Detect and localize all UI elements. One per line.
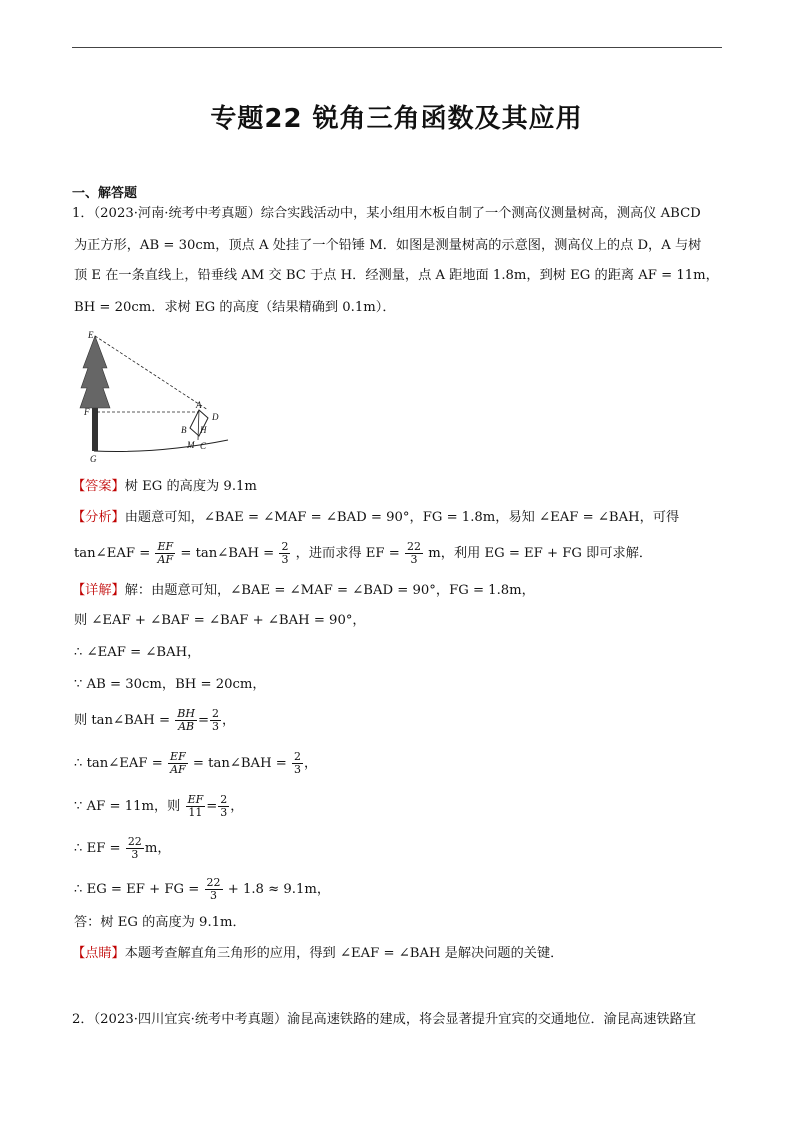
answer-line [72, 477, 257, 497]
detail-line-2: 则 ∠EAF + ∠BAF = ∠BAF + ∠BAH = 90°， [74, 613, 366, 628]
comment-tag: 【点睛】 [72, 946, 125, 961]
q1-line-4: BH = 20cm．求树 EG 的高度（结果精确到 0.1m）． [74, 300, 396, 315]
detail-line-1 [72, 581, 535, 601]
comment-line [72, 944, 563, 964]
fraction-ef-af: $\frac{EF}{AF}$ [170, 750, 186, 776]
analysis-text-1: 由题意可知，∠BAE = ∠MAF = ∠BAD = 90°，FG = 1.8m，易知 ∠EAF = ∠BAH，可得 [124, 510, 680, 525]
label-d: D [212, 412, 219, 422]
answer-text: 树 EG 的高度为 9.1m [124, 479, 257, 494]
analysis-eg-text: m，利用 EG = EF + FG 即可求解． [428, 546, 653, 561]
section-heading: 一、解答题 [72, 186, 138, 201]
fraction-22-thirds: $\frac{22}{3}$ [127, 835, 142, 861]
sight-line [95, 336, 208, 410]
fraction-22-thirds: $\frac{22}{3}$ [407, 540, 421, 566]
fraction-bh-ab: $\frac{BH}{AB}$ [177, 707, 195, 733]
label-a: A [196, 400, 202, 410]
detail-line-6: ∴ tan∠EAF = $\frac{EF}{AF}$ = tan∠BAH = $\frac{2}{3}$ ， [74, 750, 318, 776]
label-f: F [84, 407, 90, 417]
q2-line-1: 2．（2023·四川宜宾·统考中考真题）渝昆高速铁路的建成，将会显著提升宜宾的交通地位．渝昆高速铁路宜 [72, 1012, 696, 1027]
analysis-tan-bah: = tan∠BAH = [180, 546, 275, 561]
comment-text: 本题考查解直角三角形的应用，得到 ∠EAF = ∠BAH 是解决问题的关键． [124, 946, 564, 961]
detail-line-5: 则 tan∠BAH = $\frac{BH}{AB}$ = $\frac{2}{3}$ ， [74, 707, 236, 733]
tree-measurement-figure [78, 328, 238, 468]
label-h: H [200, 425, 207, 435]
label-e: E [88, 330, 94, 340]
label-b: B [181, 425, 187, 435]
fraction-two-thirds: $\frac{2}{3}$ [294, 750, 302, 776]
fraction-ef-11: $\frac{EF}{11}$ [187, 793, 204, 819]
tree-icon [80, 336, 110, 451]
analysis-line-1 [72, 508, 679, 528]
q1-line-2: 为正方形，AB = 30cm，顶点 A 处挂了一个铅锤 M．如图是测量树高的示意图，测高仪上的点 D，A 与树 [74, 238, 702, 253]
q1-line-1: 1．（2023·河南·统考中考真题）综合实践活动中，某小组用木板自制了一个测高仪测量树高，测高仪 ABCD [72, 206, 701, 221]
detail-conclusion: 答：树 EG 的高度为 9.1m． [74, 915, 246, 930]
detail-tag: 【详解】 [72, 583, 125, 598]
analysis-tan-eaf: tan∠EAF = [74, 546, 151, 561]
fraction-two-thirds: $\frac{2}{3}$ [281, 540, 289, 566]
detail-line-8: ∴ EF = $\frac{22}{3}$ m， [74, 835, 171, 861]
detail-line-9: ∴ EG = EF + FG = $\frac{22}{3}$ + 1.8 ≈ 9.1m， [74, 876, 331, 902]
header-rule [72, 47, 722, 48]
detail-text-1: 解：由题意可知，∠BAE = ∠MAF = ∠BAD = 90°，FG = 1.8m， [124, 583, 535, 598]
analysis-line-2 [74, 541, 652, 566]
ground-line [94, 440, 228, 452]
fraction-22-thirds: $\frac{22}{3}$ [206, 876, 221, 902]
detail-line-4: ∵ AB = 30cm，BH = 20cm， [74, 677, 266, 692]
page-title: 专题22 锐角三角函数及其应用 [210, 104, 583, 134]
label-m: M [187, 440, 195, 450]
analysis-tag: 【分析】 [72, 510, 125, 525]
fraction-two-thirds: $\frac{2}{3}$ [220, 793, 228, 819]
detail-line-3: ∴ ∠EAF = ∠BAH， [74, 645, 201, 660]
q1-line-3: 顶 E 在一条直线上，铅垂线 AM 交 BC 于点 H．经测量，点 A 距地面 1.8m，到树 EG 的距离 AF = 11m， [74, 268, 719, 283]
answer-tag: 【答案】 [72, 479, 125, 494]
fraction-ef-af: $\frac{EF}{AF}$ [157, 540, 174, 566]
label-c: C [200, 441, 207, 451]
label-g: G [90, 454, 97, 464]
detail-line-7: ∵ AF = 11m，则 $\frac{EF}{11}$ = $\frac{2}{3}$ ， [74, 793, 244, 819]
fraction-two-thirds: $\frac{2}{3}$ [212, 707, 219, 733]
analysis-ef-text: ，进而求得 EF = [295, 546, 400, 561]
